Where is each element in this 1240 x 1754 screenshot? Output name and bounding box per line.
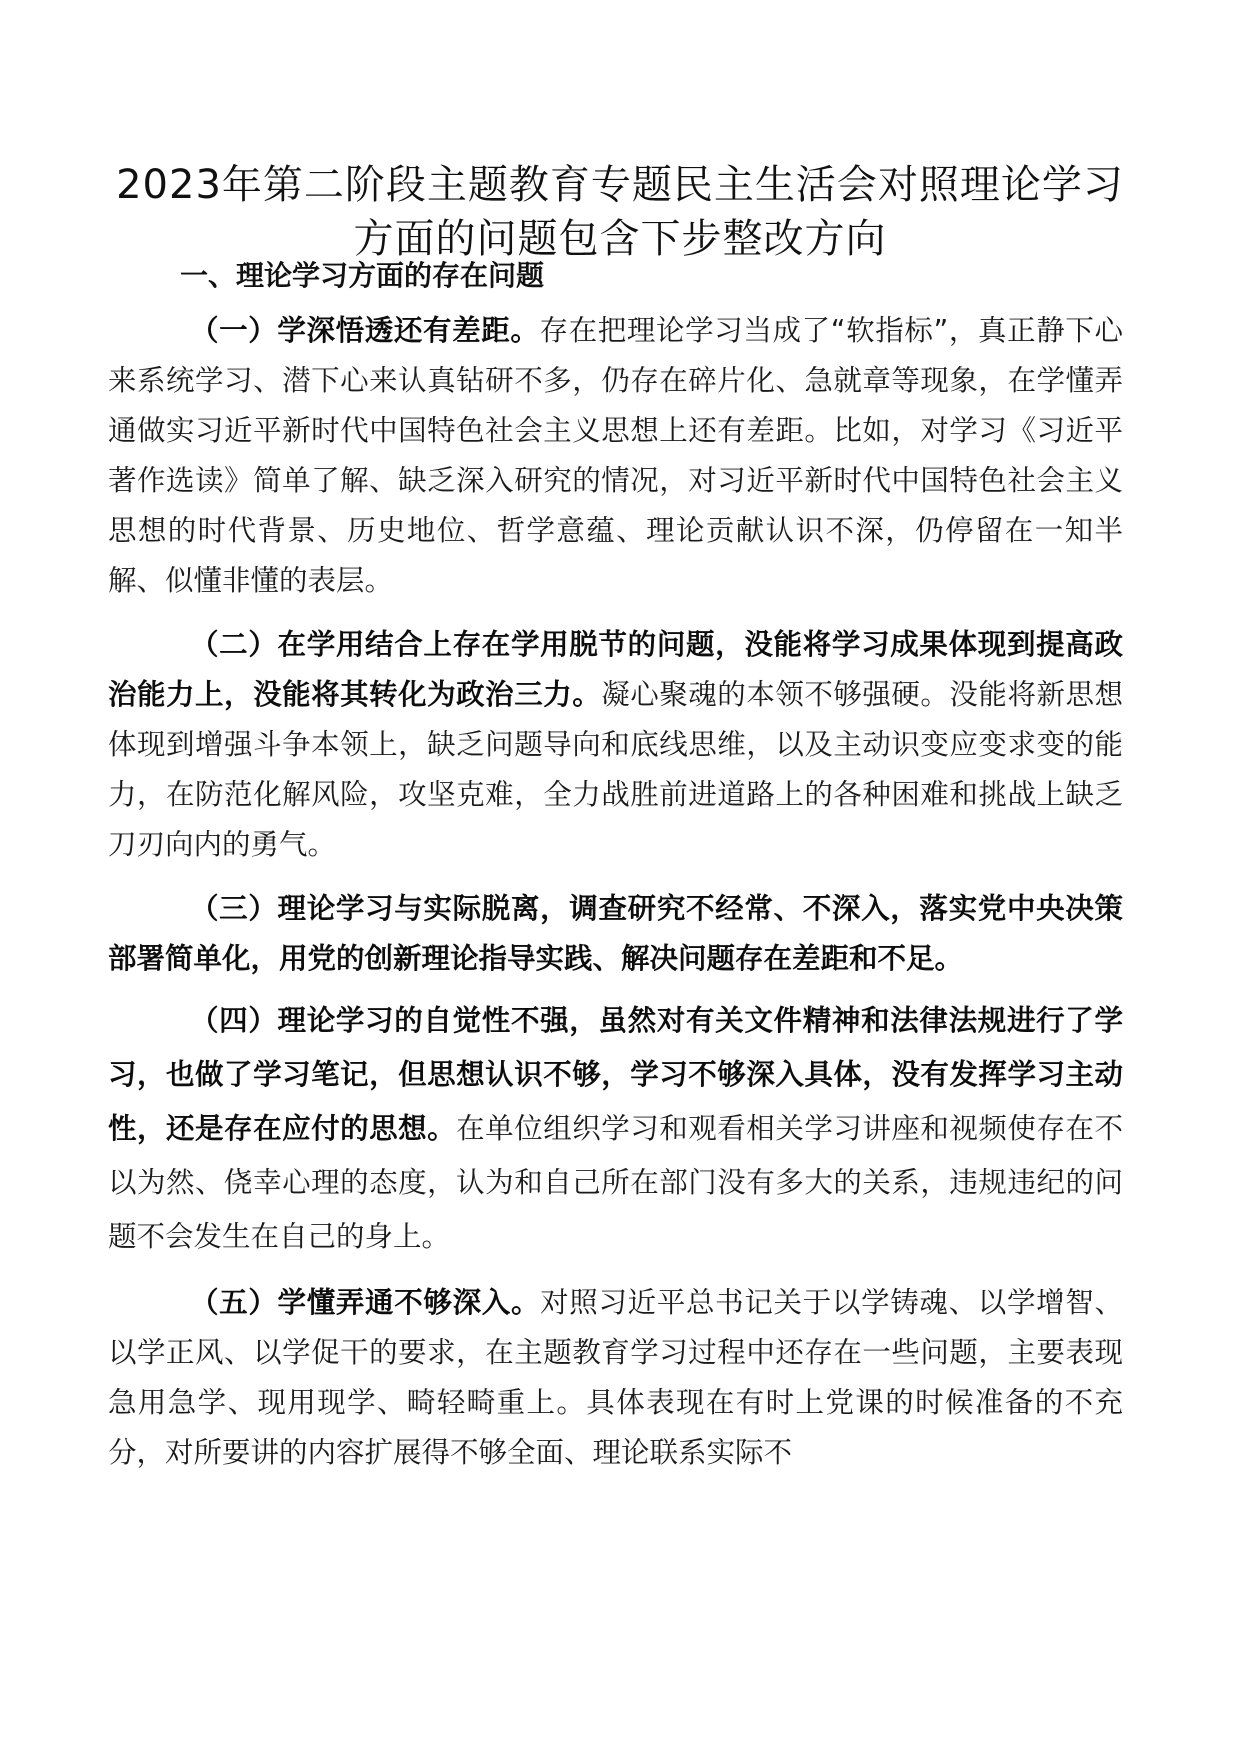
paragraph-5 bbox=[108, 1278, 1123, 1478]
paragraph-3-lead: （三）理论学习与实际脱离，调查研究不经常、不深入，落实党中央决策部署简单化，用党的创新理论指导实践、解决问题存在差距和不足。 bbox=[108, 892, 1123, 975]
paragraph-5-text: 对照习近平总书记关于以学铸魂、以学增智、以学正风、以学促干的要求，在主题教育学习过程中还存在一些问题，主要表现急用急学、现用现学、畸轻畸重上。具体表现在有时上党课的时候准备的不充分，对所要讲的内容扩展得不够全面、理论联系实际不 bbox=[108, 1286, 1123, 1469]
paragraph-1-lead: （一）学深悟透还有差距。 bbox=[190, 314, 540, 347]
paragraph-4-lead: （四）理论学习的自觉性不强，虽然对有关文件精神和法律法规进行了学习，也做了学习笔记，但思想认识不够，学习不够深入具体，没有发挥学习主动性，还是存在应付的思想。 bbox=[108, 1004, 1123, 1145]
paragraph-4 bbox=[108, 994, 1123, 1264]
document-title: 2023年第二阶段主题教育专题民主生活会对照理论学习方面的问题包含下步整改方向 bbox=[116, 162, 1124, 262]
paragraph-5-lead: （五）学懂弄通不够深入。 bbox=[190, 1286, 541, 1319]
paragraph-2 bbox=[108, 620, 1123, 870]
paragraph-3 bbox=[108, 884, 1123, 984]
document-body bbox=[108, 256, 1123, 1478]
paragraph-2-text: 凝心聚魂的本领不够强硬。没能将新思想体现到增强斗争本领上，缺乏问题导向和底线思维，以及主动识变应变求变的能力，在防范化解风险，攻坚克难，全力战胜前进道路上的各种困难和挑战上缺乏刀刃向内的勇气。 bbox=[108, 678, 1123, 861]
paragraph-1 bbox=[108, 306, 1123, 606]
paragraph-1-text: 存在把理论学习当成了“软指标”，真正静下心来系统学习、潜下心来认真钻研不多，仍存在碎片化、急就章等现象，在学懂弄通做实习近平新时代中国特色社会主义思想上还有差距。比如，对学习《习近平著作选读》简单了解、缺乏深入研究的情况，对习近平新时代中国特色社会主义思想的时代背景、历史地位、哲学意蕴、理论贡献认识不深，仍停留在一知半解、似懂非懂的表层。 bbox=[108, 314, 1123, 597]
section-heading: 一、理论学习方面的存在问题 bbox=[180, 259, 545, 292]
paragraph-4-text: 在单位组织学习和观看相关学习讲座和视频使存在不以为然、侥幸心理的态度，认为和自己所在部门没有多大的关系，违规违纪的问题不会发生在自己的身上。 bbox=[108, 1112, 1123, 1253]
paragraph-2-lead: （二）在学用结合上存在学用脱节的问题，没能将学习成果体现到提高政治能力上，没能将其转化为政治三力。 bbox=[108, 628, 1123, 711]
